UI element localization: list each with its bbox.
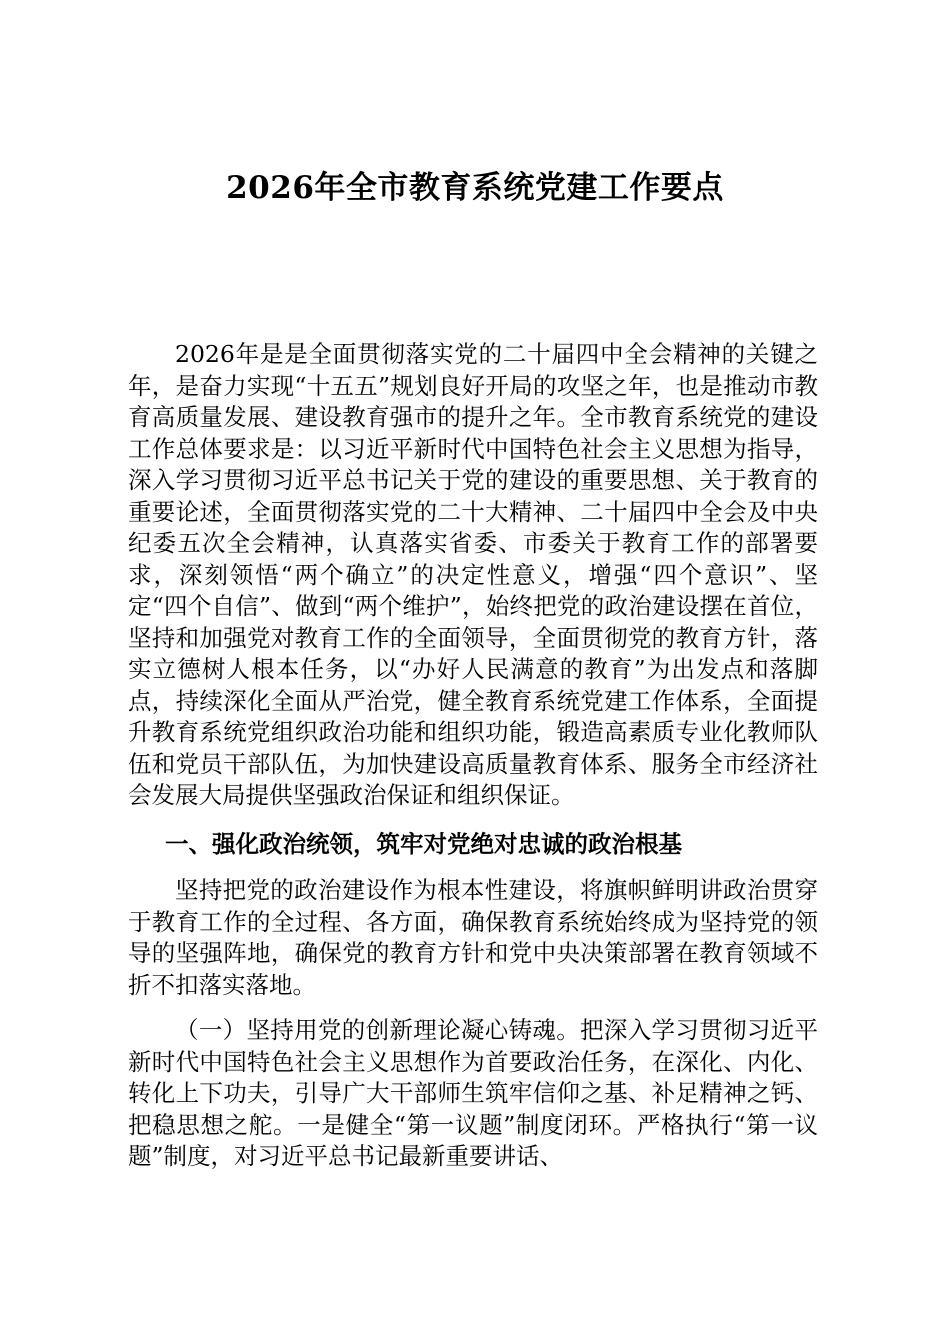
section-body — [128, 875, 818, 1001]
section-paragraph: 坚持把党的政治建设作为根本性建设，将旗帜鲜明讲政治贯穿于教育工作的全过程、各方面，确保教育系统始终成为坚持党的领导的坚强阵地，确保党的教育方针和党中央决策部署在教育领域不折不扣落实落地。 — [128, 876, 818, 999]
subsection-body — [128, 1015, 818, 1173]
intro-paragraph: 2026年是是全面贯彻落实党的二十届四中全会精神的关键之年，是奋力实现“十五五”规划良好开局的攻坚之年，也是推动市教育高质量发展、建设教育强市的提升之年。全市教育系统党的建设工作总体要求是：以习近平新时代中国特色社会主义思想为指导，深入学习贯彻习近平总书记关于党的建设的重要思想、关于教育的重要论述，全面贯彻落实党的二十大精神、二十届四中全会及中央纪委五次全会精神，认真落实省委、市委关于教育工作的部署要求，深刻领悟“两个确立”的决定性意义，增强“四个意识”、坚定“四个自信”、做到“两个维护”，始终把党的政治建设摆在首位，坚持和加强党对教育工作的全面领导，全面贯彻党的教育方针，落实立德树人根本任务，以“办好人民满意的教育”为出发点和落脚点，持续深化全面从严治党，健全教育系统党建工作体系，全面提升教育系统党组织政治功能和组织功能，锻造高素质专业化教师队伍和党员干部队伍，为加快建设高质量教育体系、服务全市经济社会发展大局提供坚强政治保证和组织保证。 — [128, 340, 818, 809]
document-title: 2026年全市教育系统党建工作要点 — [226, 170, 724, 206]
section-heading: 一、强化政治统领，筑牢对党绝对忠诚的政治根基 — [165, 830, 682, 858]
intro-section — [128, 339, 818, 812]
subsection-paragraph: （一）坚持用党的创新理论凝心铸魂。把深入学习贯彻习近平新时代中国特色社会主义思想作为首要政治任务，在深化、内化、转化上下功夫，引导广大干部师生筑牢信仰之基、补足精神之钙、把稳思想之舵。一是健全“第一议题”制度闭环。严格执行“第一议题”制度，对习近平总书记最新重要讲话、 — [128, 1016, 818, 1170]
